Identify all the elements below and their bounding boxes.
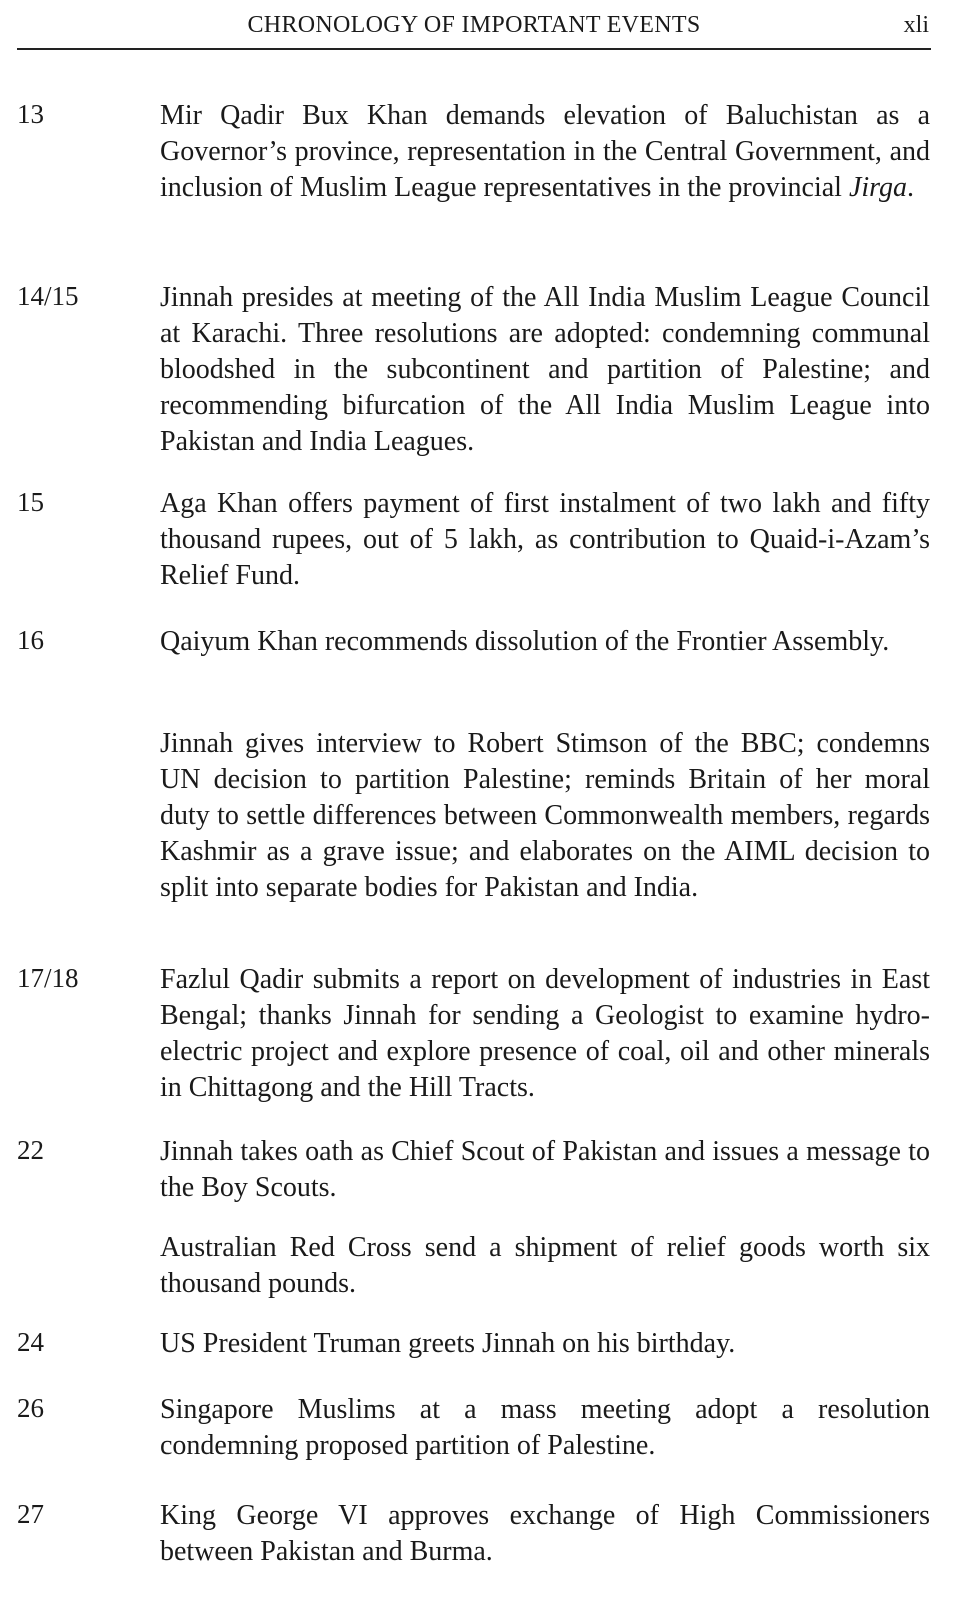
entry-date: 27 <box>17 1499 44 1529</box>
entry-date: 15 <box>17 487 44 517</box>
entry-text: US President Truman greets Jinnah on his birthday. <box>160 1328 736 1359</box>
entry-text: Mir Qadir Bux Khan demands elevation of Baluchistan as a Governor’s province, representation in the Central Government, and inclusion of Muslim League representatives in the provincial Jirga. <box>160 100 930 203</box>
entry-date: 22 <box>17 1135 44 1165</box>
entry-text: Aga Khan offers payment of first instalment of two lakh and fifty thousand rupees, out of 5 lakh, as contribution to Quaid-i-Azam’s Relief Fund. <box>160 488 930 591</box>
entry-text: Fazlul Qadir submits a report on development of industries in East Bengal; thanks Jinnah for sending a Geologist to examine hydro-electric project and explore presence of coal, oil and other minerals in Chittagong and the Hill Tracts. <box>160 964 930 1103</box>
page-number: xli <box>903 12 929 38</box>
chapter-title: CHRONOLOGY OF IMPORTANT EVENTS <box>247 12 701 38</box>
entry-text: Australian Red Cross send a shipment of relief goods worth six thousand pounds. <box>160 1232 930 1299</box>
entry-date: 24 <box>17 1327 44 1357</box>
entry-text: Qaiyum Khan recommends dissolution of the Frontier Assembly. <box>160 626 890 657</box>
entry-date: 17/18 <box>17 963 79 993</box>
entry-text: Jinnah gives interview to Robert Stimson of the BBC; condemns UN decision to partition Palestine; reminds Britain of her moral duty to settle differences between Commonwealth members, regards Kashmir as a grave issue; and elaborates on the AIML decision to split into separate bodies for Pakistan and India. <box>160 728 930 903</box>
entry-text: Jinnah takes oath as Chief Scout of Pakistan and issues a message to the Boy Scouts. <box>160 1136 930 1203</box>
entry-text: Singapore Muslims at a mass meeting adopt a resolution condemning proposed partition of Palestine. <box>160 1394 930 1461</box>
entry-text: Jinnah presides at meeting of the All India Muslim League Council at Karachi. Three resolutions are adopted: condemning communal bloodshed in the subcontinent and partition of Palestine; and recommending bifurcation of the All India Muslim League into Pakistan and India Leagues. <box>160 282 930 457</box>
entry-date: 16 <box>17 625 44 655</box>
running-header <box>17 8 931 50</box>
entry-date: 13 <box>17 99 44 129</box>
entry-date: 14/15 <box>17 281 79 311</box>
entry-text: King George VI approves exchange of High Commissioners between Pakistan and Burma. <box>160 1500 930 1567</box>
entry-date: 26 <box>17 1393 44 1423</box>
